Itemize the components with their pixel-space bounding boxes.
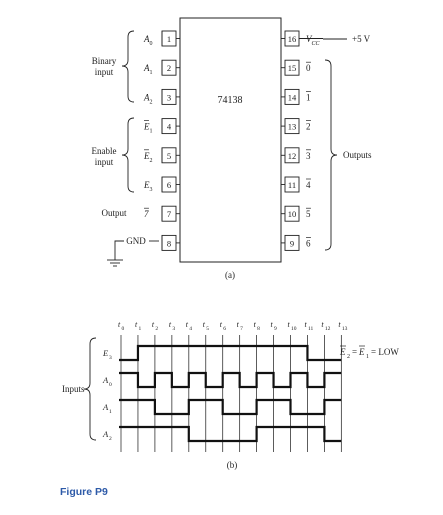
output-label: Output — [101, 208, 127, 218]
condition-rest: = LOW — [371, 347, 399, 357]
pin-16 — [281, 31, 323, 47]
time-label-10: t — [287, 320, 290, 329]
condition-e2-sub: 2 — [347, 354, 350, 360]
condition-eq: = — [352, 347, 358, 357]
enable-input-label-1: Enable — [91, 146, 117, 156]
pin-number-4: 4 — [166, 121, 172, 132]
ground-wire — [115, 241, 124, 260]
pin-label-6: E — [144, 180, 150, 190]
binary-input-label-2: input — [94, 67, 114, 77]
decoder-chip-diagram — [92, 18, 373, 280]
time-label-sub-9: 9 — [274, 326, 277, 332]
pin-label-10: 5 — [306, 209, 311, 220]
signal-label-A0: A — [103, 375, 109, 385]
inputs-label: Inputs — [62, 384, 85, 394]
pin-label-sub-3: 2 — [149, 99, 153, 106]
outputs-label: Outputs — [343, 150, 372, 160]
pin-label-14: 1 — [306, 92, 311, 103]
chip-name: 74138 — [217, 95, 243, 106]
pin-10 — [281, 206, 311, 221]
time-label-sub-6: 6 — [223, 326, 226, 332]
pin-label-11: 4 — [306, 180, 311, 190]
pin-number-10: 10 — [287, 209, 297, 220]
waveform-E3 — [119, 346, 341, 360]
pin-1 — [143, 31, 180, 47]
pin-9 — [281, 235, 311, 250]
pin-number-12: 12 — [287, 150, 297, 161]
time-label-sub-7: 7 — [240, 326, 243, 332]
time-label-sub-1: 1 — [138, 326, 142, 332]
caption-a: (a) — [225, 270, 235, 280]
time-label-12: t — [321, 320, 324, 329]
pin-label-9: 6 — [306, 238, 311, 249]
outputs-brace — [325, 60, 337, 250]
pin-number-2: 2 — [166, 63, 172, 74]
pin-label-15: 0 — [306, 63, 311, 74]
pin-label-sub-1: 0 — [149, 41, 153, 47]
time-label-sub-2: 2 — [155, 326, 159, 332]
waveform-A2 — [119, 427, 341, 441]
pin-number-11: 11 — [287, 180, 297, 190]
pin-7 — [144, 206, 180, 221]
timing-diagram — [62, 320, 399, 470]
time-label-sub-8: 8 — [257, 326, 260, 332]
pin-number-8: 8 — [166, 238, 172, 249]
time-label-11: t — [304, 320, 307, 329]
time-label-6: t — [219, 320, 222, 329]
pin-number-5: 5 — [166, 150, 172, 161]
pin-2 — [143, 60, 180, 76]
pin-13 — [281, 119, 311, 134]
time-label-sub-5: 5 — [206, 326, 209, 332]
time-label-sub-0: 0 — [121, 326, 125, 332]
time-label-3: t — [168, 320, 172, 329]
pin-label-2: A — [144, 63, 150, 74]
pin-label-7: 7 — [144, 209, 149, 220]
binary-input-brace — [122, 31, 134, 102]
pin-label-sub-2: 1 — [149, 70, 153, 77]
time-label-13: t — [338, 320, 341, 329]
time-label-0: t — [118, 320, 121, 329]
pin-label-3: A — [144, 92, 150, 103]
pin-12 — [281, 148, 311, 163]
time-label-sub-13: 13 — [341, 326, 348, 332]
pin-label-4: E — [144, 121, 150, 132]
pin-8 — [162, 235, 180, 250]
pin-number-7: 7 — [166, 209, 172, 220]
pin-number-9: 9 — [289, 238, 295, 249]
pin-15 — [281, 60, 311, 75]
caption-b: (b) — [226, 460, 238, 470]
pin-label-5: E — [144, 150, 150, 161]
enable-input-brace — [122, 118, 134, 192]
condition-e2: E — [340, 347, 346, 357]
time-label-7: t — [236, 320, 239, 329]
waveform-A1 — [119, 400, 341, 414]
pin-number-1: 1 — [166, 34, 172, 44]
time-label-9: t — [270, 320, 273, 329]
vcc-supply-label: +5 V — [352, 34, 371, 44]
enable-input-label-2: input — [94, 157, 114, 167]
time-label-sub-12: 12 — [324, 326, 331, 332]
time-label-sub-11: 11 — [307, 326, 314, 332]
time-label-sub-10: 10 — [291, 326, 297, 332]
pin-number-13: 13 — [287, 121, 297, 132]
pin-label-sub-6: 3 — [149, 187, 153, 193]
signal-label-sub-E3: 3 — [109, 355, 112, 361]
time-label-1: t — [134, 320, 138, 329]
time-label-8: t — [253, 320, 256, 329]
pin-6 — [143, 177, 180, 193]
pin-number-15: 15 — [287, 63, 297, 74]
time-label-sub-4: 4 — [189, 326, 193, 332]
waveform-A0 — [119, 373, 341, 387]
figure-label: Figure P9 — [60, 486, 108, 498]
signal-label-sub-A1: 1 — [109, 409, 112, 415]
pin-label-16: V — [306, 34, 312, 44]
pin-label-sub-4: 1 — [149, 128, 153, 135]
condition-e1-sub: 1 — [366, 354, 369, 360]
pin-label-13: 2 — [306, 121, 311, 132]
signal-label-A2: A — [103, 429, 109, 439]
time-label-5: t — [202, 320, 205, 329]
gnd-label: GND — [126, 236, 146, 246]
time-label-2: t — [151, 320, 155, 329]
pin-label-sub-16: CC — [311, 41, 320, 47]
pin-number-3: 3 — [166, 92, 172, 103]
signal-label-sub-A0: 0 — [109, 382, 112, 388]
time-label-sub-3: 3 — [172, 326, 176, 332]
pin-label-1: A — [144, 34, 150, 44]
signal-label-sub-A2: 2 — [109, 436, 112, 442]
signal-label-E3: E — [103, 348, 109, 358]
pin-label-sub-5: 2 — [149, 157, 153, 164]
pin-number-16: 16 — [287, 34, 297, 44]
pin-number-6: 6 — [166, 180, 172, 190]
pin-14 — [281, 89, 311, 104]
condition-e1: E — [359, 347, 365, 357]
pin-5 — [143, 148, 180, 164]
signal-label-A1: A — [103, 402, 109, 412]
pin-label-12: 3 — [306, 150, 311, 161]
pin-11 — [281, 177, 311, 192]
time-label-4: t — [185, 320, 189, 329]
pin-3 — [143, 89, 180, 105]
binary-input-label-1: Binary — [91, 56, 117, 66]
pin-4 — [143, 119, 180, 135]
enable-condition-note — [339, 346, 399, 360]
chip-body — [180, 18, 281, 262]
pin-number-14: 14 — [287, 92, 297, 103]
inputs-brace — [84, 338, 96, 440]
